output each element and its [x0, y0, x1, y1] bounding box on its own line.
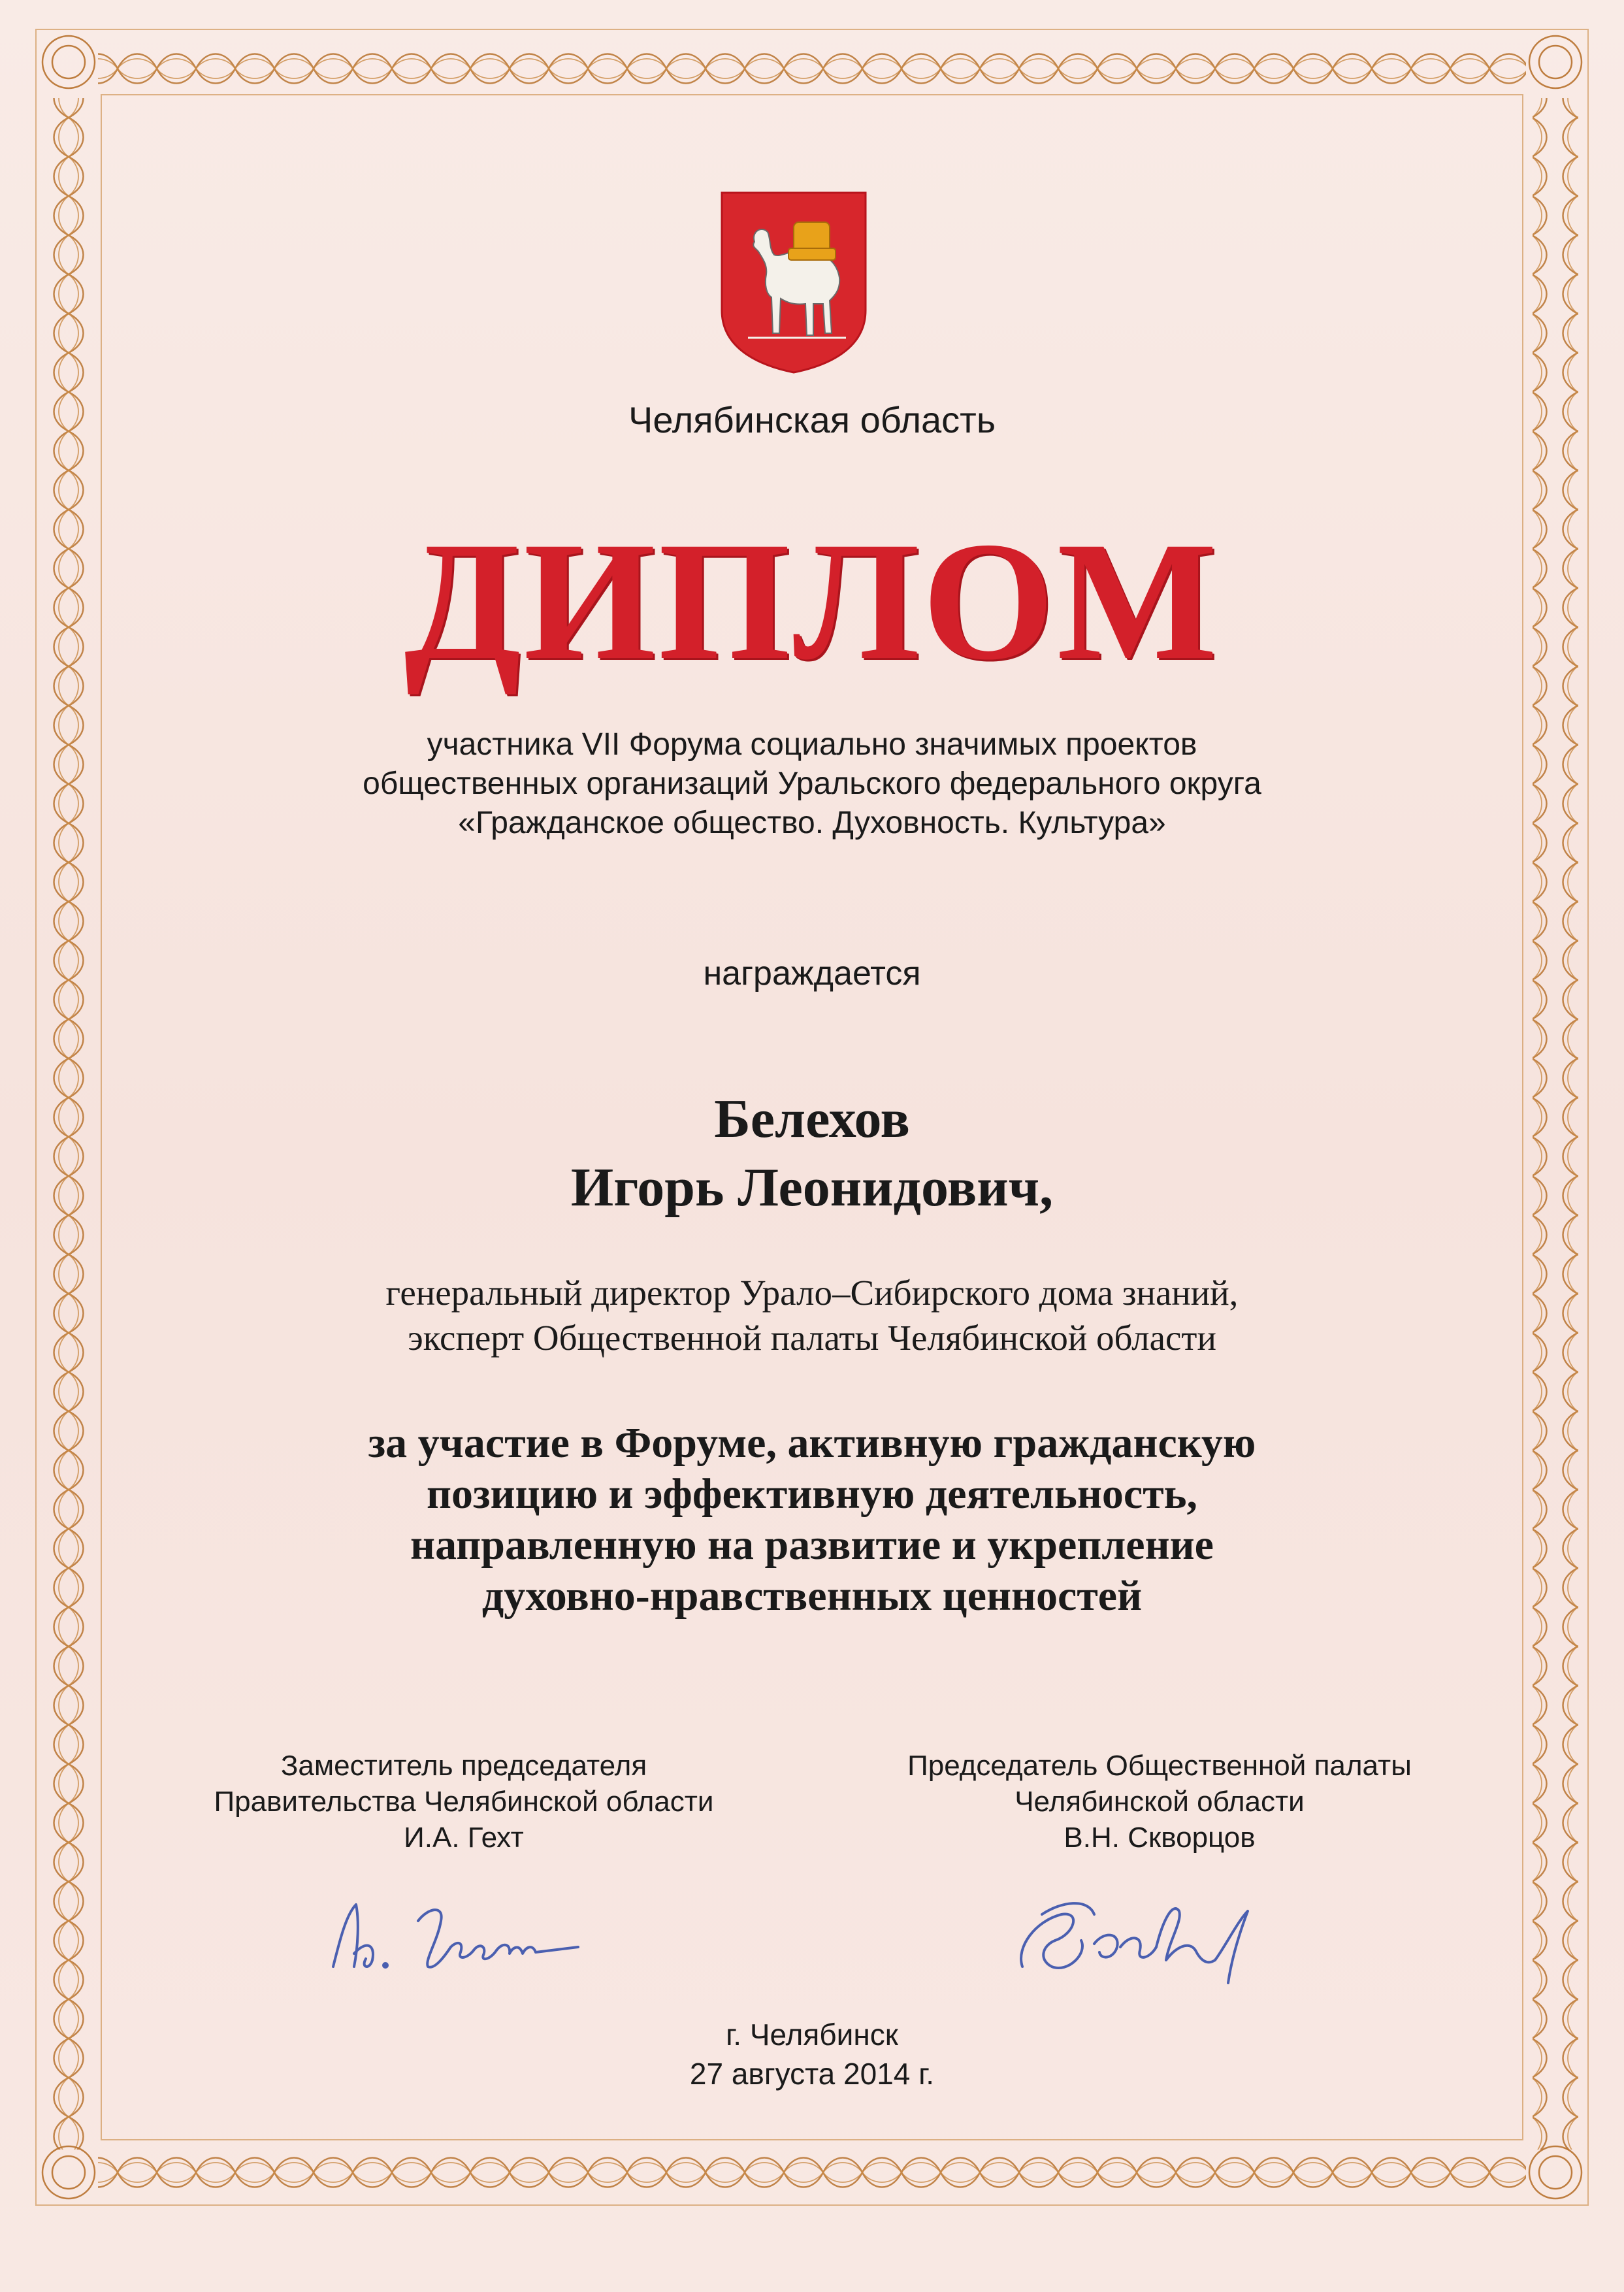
signatory-title: Челябинской области — [1015, 1786, 1305, 1818]
recipient-position — [0, 1271, 1624, 1361]
signatory-name: И.А. Гехт — [404, 1822, 524, 1854]
issue-place: г. Челябинск — [726, 2018, 898, 2052]
issue-place-date — [0, 2016, 1624, 2094]
position-line: эксперт Общественной палаты Челябинской области — [408, 1317, 1216, 1358]
recipient-given-name: Игорь Леонидович, — [570, 1157, 1054, 1218]
reason-line: направленную на развитие и укрепление — [410, 1520, 1214, 1569]
reason-line: за участие в Форуме, активную гражданскую — [368, 1419, 1256, 1467]
signatory-left — [170, 1748, 758, 1856]
diploma-title: ДИПЛОМ — [404, 507, 1220, 695]
awarded-label: награждается — [703, 955, 921, 992]
position-line: генеральный директор Урало–Сибирского дома знаний, — [385, 1273, 1239, 1313]
camel-coat-of-arms-icon — [715, 186, 872, 376]
forum-description-line: «Гражданское общество. Духовность. Культура» — [458, 806, 1166, 840]
recipient-surname: Белехов — [714, 1089, 910, 1149]
signatory-name: В.Н. Скворцов — [1064, 1822, 1256, 1854]
forum-description-line: участника VII Форума социально значимых проектов — [427, 727, 1197, 762]
reason-line: позицию и эффективную деятельность, — [426, 1469, 1198, 1518]
signatory-right — [866, 1748, 1453, 1856]
issue-date: 27 августа 2014 г. — [689, 2056, 935, 2091]
reason-line: духовно-нравственных ценностей — [481, 1571, 1143, 1620]
signature-right-icon — [1003, 1875, 1277, 1993]
award-reason — [0, 1418, 1624, 1622]
signature-left-icon — [320, 1882, 601, 1986]
signatory-title: Заместитель председателя — [280, 1750, 647, 1782]
region-name: Челябинская область — [628, 399, 996, 440]
signatory-title: Председатель Общественной палаты — [907, 1750, 1412, 1782]
forum-description — [0, 725, 1624, 843]
forum-description-line: общественных организаций Уральского федерального округа — [363, 766, 1261, 801]
signatory-title: Правительства Челябинской области — [214, 1786, 714, 1818]
recipient-name — [0, 1085, 1624, 1222]
